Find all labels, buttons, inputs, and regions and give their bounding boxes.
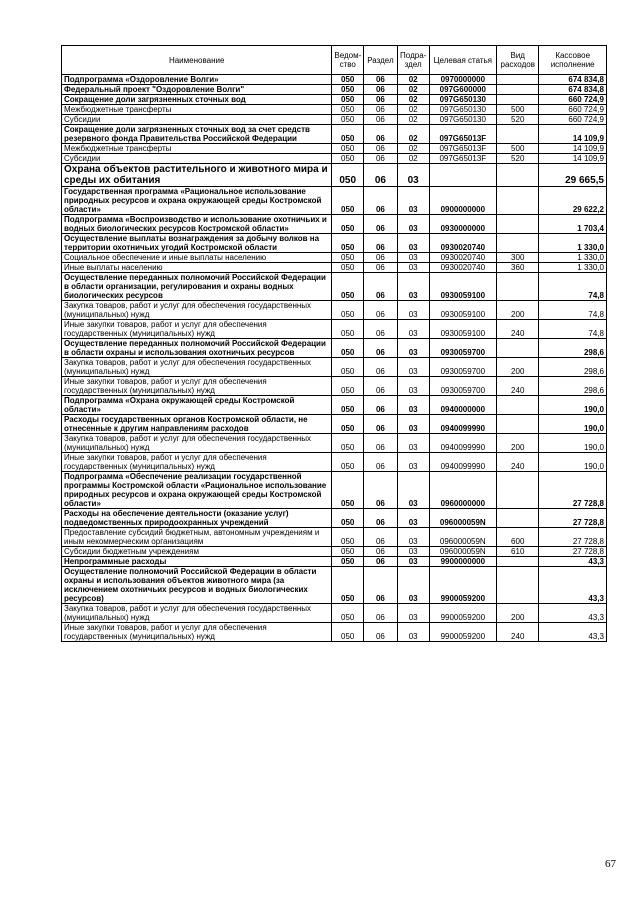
cell-podrazdel: 03 [397, 377, 429, 396]
table-row [62, 320, 607, 339]
page-number: 67 [605, 858, 616, 870]
cell-podrazdel: 02 [397, 125, 429, 144]
cell-razdel: 06 [364, 164, 398, 187]
table-row [62, 253, 607, 263]
cell-razdel: 06 [364, 105, 398, 115]
table-row [62, 557, 607, 567]
cell-razdel: 06 [364, 187, 398, 215]
cell-razdel: 06 [364, 234, 398, 253]
cell-name: Субсидии [62, 154, 332, 164]
cell-name: Закупка товаров, работ и услуг для обеспечения государственных (муниципальных) нужд [62, 434, 332, 453]
cell-article: 0930059100 [429, 320, 497, 339]
cell-razdel: 06 [364, 85, 398, 95]
cell-vid: 240 [497, 320, 539, 339]
cell-name: Предоставление субсидий бюджетным, автономным учреждениям и иным некоммерческим организациям [62, 528, 332, 547]
cell-podrazdel: 03 [397, 358, 429, 377]
cell-name: Межбюджетные трансферты [62, 144, 332, 154]
cell-razdel: 06 [364, 623, 398, 642]
cell-vid [497, 164, 539, 187]
cell-vid: 240 [497, 377, 539, 396]
cell-podrazdel: 03 [397, 472, 429, 509]
cell-ved: 050 [332, 567, 364, 604]
cell-amount: 27 728,8 [539, 547, 607, 557]
header-amount: Кассовое исполнение [539, 46, 607, 75]
cell-ved: 050 [332, 125, 364, 144]
cell-ved: 050 [332, 115, 364, 125]
cell-razdel: 06 [364, 472, 398, 509]
cell-ved: 050 [332, 187, 364, 215]
cell-ved: 050 [332, 623, 364, 642]
cell-vid [497, 509, 539, 528]
cell-razdel: 06 [364, 453, 398, 472]
table-row [62, 95, 607, 105]
table-body [62, 75, 607, 642]
cell-amount: 74,8 [539, 301, 607, 320]
cell-vid: 520 [497, 154, 539, 164]
table-row [62, 547, 607, 557]
header-article: Целевая статья [429, 46, 497, 75]
cell-name: Осуществление полномочий Российской Федерации в области охраны и использования объектов животного мира (за исключением охотничьих ресурсов и водных биологических ресурсов) [62, 567, 332, 604]
table-row [62, 187, 607, 215]
cell-name: Охрана объектов растительного и животного мира и среды их обитания [62, 164, 332, 187]
cell-amount: 27 728,8 [539, 509, 607, 528]
cell-vid [497, 95, 539, 105]
cell-podrazdel: 03 [397, 623, 429, 642]
cell-podrazdel: 03 [397, 339, 429, 358]
cell-ved: 050 [332, 95, 364, 105]
cell-podrazdel: 02 [397, 144, 429, 154]
cell-article: 0930059700 [429, 358, 497, 377]
cell-article: 0940099990 [429, 415, 497, 434]
cell-podrazdel: 03 [397, 320, 429, 339]
cell-article: 097G65013F [429, 125, 497, 144]
cell-name: Закупка товаров, работ и услуг для обеспечения государственных (муниципальных) нужд [62, 358, 332, 377]
table-row [62, 85, 607, 95]
cell-article: 9900059200 [429, 604, 497, 623]
cell-name: Иные выплаты населению [62, 263, 332, 273]
cell-podrazdel: 03 [397, 415, 429, 434]
cell-podrazdel: 03 [397, 567, 429, 604]
cell-article: 097G65013F [429, 144, 497, 154]
cell-ved: 050 [332, 320, 364, 339]
table-row [62, 215, 607, 234]
cell-amount: 190,0 [539, 396, 607, 415]
cell-name: Осуществление выплаты вознаграждения за добычу волков на территории охотничьих угодий Костромской области [62, 234, 332, 253]
cell-ved: 050 [332, 557, 364, 567]
cell-vid: 300 [497, 253, 539, 263]
cell-ved: 050 [332, 105, 364, 115]
cell-name: Расходы государственных органов Костромской области, не отнесенные к другим направлениям расходов [62, 415, 332, 434]
cell-name: Сокращение доли загрязненных сточных вод [62, 95, 332, 105]
cell-article: 0940099990 [429, 434, 497, 453]
cell-article: 097G650130 [429, 115, 497, 125]
cell-vid [497, 557, 539, 567]
cell-podrazdel: 03 [397, 253, 429, 263]
cell-razdel: 06 [364, 339, 398, 358]
cell-name: Подпрограмма «Охрана окружающей среды Костромской области» [62, 396, 332, 415]
cell-article: 0930059100 [429, 273, 497, 301]
cell-ved: 050 [332, 263, 364, 273]
table-row [62, 358, 607, 377]
cell-article: 0940000000 [429, 396, 497, 415]
cell-vid: 520 [497, 115, 539, 125]
cell-ved: 050 [332, 604, 364, 623]
table-row [62, 567, 607, 604]
cell-amount: 29 622,2 [539, 187, 607, 215]
table-row [62, 75, 607, 85]
cell-article: 096000059N [429, 509, 497, 528]
cell-podrazdel: 02 [397, 95, 429, 105]
cell-ved: 050 [332, 396, 364, 415]
table-row [62, 263, 607, 273]
cell-razdel: 06 [364, 263, 398, 273]
cell-article: 097G650130 [429, 105, 497, 115]
cell-name: Подпрограмма «Оздоровление Волги» [62, 75, 332, 85]
cell-razdel: 06 [364, 125, 398, 144]
cell-podrazdel: 03 [397, 547, 429, 557]
cell-podrazdel: 03 [397, 528, 429, 547]
cell-vid: 240 [497, 453, 539, 472]
cell-razdel: 06 [364, 377, 398, 396]
cell-name: Закупка товаров, работ и услуг для обеспечения государственных (муниципальных) нужд [62, 604, 332, 623]
cell-article: 0960000000 [429, 472, 497, 509]
table-row [62, 273, 607, 301]
cell-podrazdel: 02 [397, 105, 429, 115]
cell-amount: 1 703,4 [539, 215, 607, 234]
cell-vid [497, 273, 539, 301]
cell-podrazdel: 03 [397, 187, 429, 215]
cell-razdel: 06 [364, 320, 398, 339]
cell-ved: 050 [332, 253, 364, 263]
cell-vid [497, 567, 539, 604]
cell-amount: 1 330,0 [539, 234, 607, 253]
budget-table [61, 45, 607, 642]
cell-name: Межбюджетные трансферты [62, 105, 332, 115]
cell-podrazdel: 03 [397, 434, 429, 453]
cell-amount: 674 834,8 [539, 75, 607, 85]
table-row [62, 472, 607, 509]
cell-amount: 27 728,8 [539, 528, 607, 547]
cell-ved: 050 [332, 154, 364, 164]
cell-amount: 14 109,9 [539, 125, 607, 144]
cell-podrazdel: 03 [397, 396, 429, 415]
cell-name: Федеральный проект "Оздоровление Волги" [62, 85, 332, 95]
cell-vid [497, 415, 539, 434]
cell-ved: 050 [332, 301, 364, 320]
table-row [62, 115, 607, 125]
cell-vid: 200 [497, 358, 539, 377]
cell-razdel: 06 [364, 75, 398, 85]
cell-podrazdel: 03 [397, 557, 429, 567]
cell-name: Подпрограмма «Воспроизводство и использование охотничьих и водных биологических ресурсов Костромской области» [62, 215, 332, 234]
cell-amount: 74,8 [539, 320, 607, 339]
cell-article: 097G600000 [429, 85, 497, 95]
cell-ved: 050 [332, 144, 364, 154]
cell-amount: 298,6 [539, 339, 607, 358]
cell-amount: 14 109,9 [539, 144, 607, 154]
cell-name: Закупка товаров, работ и услуг для обеспечения государственных (муниципальных) нужд [62, 301, 332, 320]
cell-name: Субсидии бюджетным учреждениям [62, 547, 332, 557]
table-row [62, 377, 607, 396]
cell-vid: 360 [497, 263, 539, 273]
cell-article: 096000059N [429, 528, 497, 547]
cell-razdel: 06 [364, 547, 398, 557]
cell-name: Государственная программа «Рациональное использование природных ресурсов и охрана окружающей среды Костромской области» [62, 187, 332, 215]
cell-article: 9900059200 [429, 567, 497, 604]
cell-ved: 050 [332, 75, 364, 85]
table-header-row [62, 46, 607, 75]
cell-ved: 050 [332, 415, 364, 434]
cell-razdel: 06 [364, 301, 398, 320]
table-row [62, 105, 607, 115]
cell-podrazdel: 02 [397, 75, 429, 85]
cell-amount: 43,3 [539, 623, 607, 642]
cell-vid: 240 [497, 623, 539, 642]
cell-podrazdel: 03 [397, 164, 429, 187]
cell-ved: 050 [332, 273, 364, 301]
cell-amount: 190,0 [539, 415, 607, 434]
cell-podrazdel: 03 [397, 273, 429, 301]
table-row [62, 415, 607, 434]
cell-article: 9900059200 [429, 623, 497, 642]
cell-amount: 660 724,9 [539, 115, 607, 125]
cell-razdel: 06 [364, 154, 398, 164]
cell-name: Непрограммные расходы [62, 557, 332, 567]
cell-article [429, 164, 497, 187]
cell-vid [497, 234, 539, 253]
table-row [62, 339, 607, 358]
table-row [62, 164, 607, 187]
cell-podrazdel: 03 [397, 301, 429, 320]
cell-razdel: 06 [364, 567, 398, 604]
cell-ved: 050 [332, 358, 364, 377]
cell-vid: 200 [497, 604, 539, 623]
table-row [62, 154, 607, 164]
cell-vid [497, 85, 539, 95]
cell-podrazdel: 03 [397, 509, 429, 528]
cell-podrazdel: 03 [397, 604, 429, 623]
cell-name: Социальное обеспечение и иные выплаты населению [62, 253, 332, 263]
cell-amount: 1 330,0 [539, 253, 607, 263]
cell-ved: 050 [332, 528, 364, 547]
cell-article: 0930059700 [429, 339, 497, 358]
cell-name: Осуществление переданных полномочий Российской Федерации в области охраны и использования охотничьих ресурсов [62, 339, 332, 358]
cell-razdel: 06 [364, 273, 398, 301]
cell-razdel: 06 [364, 509, 398, 528]
cell-vid: 500 [497, 105, 539, 115]
cell-amount: 190,0 [539, 434, 607, 453]
cell-podrazdel: 03 [397, 234, 429, 253]
cell-name: Иные закупки товаров, работ и услуг для обеспечения государственных (муниципальных) нужд [62, 453, 332, 472]
cell-name: Субсидии [62, 115, 332, 125]
cell-vid [497, 339, 539, 358]
cell-amount: 43,3 [539, 604, 607, 623]
table-row [62, 125, 607, 144]
cell-amount: 27 728,8 [539, 472, 607, 509]
cell-ved: 050 [332, 547, 364, 557]
cell-razdel: 06 [364, 396, 398, 415]
cell-article: 096000059N [429, 547, 497, 557]
cell-ved: 050 [332, 85, 364, 95]
cell-razdel: 06 [364, 434, 398, 453]
table-row [62, 301, 607, 320]
cell-razdel: 06 [364, 557, 398, 567]
cell-article: 0900000000 [429, 187, 497, 215]
cell-amount: 74,8 [539, 273, 607, 301]
header-ved: Ведом-ство [332, 46, 364, 75]
cell-razdel: 06 [364, 253, 398, 263]
table-row [62, 528, 607, 547]
cell-vid: 610 [497, 547, 539, 557]
cell-ved: 050 [332, 434, 364, 453]
cell-amount: 43,3 [539, 557, 607, 567]
cell-ved: 050 [332, 509, 364, 528]
cell-name: Осуществление переданных полномочий Российской Федерации в области организации, регулирования и охраны водных биологических ресурсов [62, 273, 332, 301]
cell-article: 0970000000 [429, 75, 497, 85]
cell-amount: 190,0 [539, 453, 607, 472]
cell-podrazdel: 03 [397, 453, 429, 472]
cell-razdel: 06 [364, 604, 398, 623]
table-row [62, 604, 607, 623]
cell-amount: 1 330,0 [539, 263, 607, 273]
cell-amount: 298,6 [539, 358, 607, 377]
cell-ved: 050 [332, 164, 364, 187]
cell-ved: 050 [332, 215, 364, 234]
cell-vid [497, 396, 539, 415]
cell-ved: 050 [332, 377, 364, 396]
cell-podrazdel: 02 [397, 115, 429, 125]
cell-razdel: 06 [364, 415, 398, 434]
table-row [62, 396, 607, 415]
cell-ved: 050 [332, 453, 364, 472]
header-podrazdel: Подра-здел [397, 46, 429, 75]
cell-article: 0930020740 [429, 253, 497, 263]
cell-article: 0940099990 [429, 453, 497, 472]
cell-podrazdel: 03 [397, 263, 429, 273]
cell-vid [497, 125, 539, 144]
cell-amount: 43,3 [539, 567, 607, 604]
cell-vid: 600 [497, 528, 539, 547]
cell-ved: 050 [332, 234, 364, 253]
cell-name: Иные закупки товаров, работ и услуг для обеспечения государственных (муниципальных) нужд [62, 623, 332, 642]
cell-article: 0930059700 [429, 377, 497, 396]
cell-amount: 660 724,9 [539, 105, 607, 115]
cell-name: Сокращение доли загрязненных сточных вод за счет средств резервного фонда Правительства Российской Федерации [62, 125, 332, 144]
cell-podrazdel: 02 [397, 85, 429, 95]
cell-razdel: 06 [364, 115, 398, 125]
header-vid: Вид расходов [497, 46, 539, 75]
cell-razdel: 06 [364, 358, 398, 377]
table-row [62, 623, 607, 642]
cell-article: 0930020740 [429, 234, 497, 253]
cell-podrazdel: 02 [397, 154, 429, 164]
table-row [62, 144, 607, 154]
cell-razdel: 06 [364, 215, 398, 234]
cell-vid [497, 75, 539, 85]
header-name: Наименование [62, 46, 332, 75]
table-row [62, 434, 607, 453]
cell-razdel: 06 [364, 528, 398, 547]
cell-article: 0930000000 [429, 215, 497, 234]
cell-article: 9900000000 [429, 557, 497, 567]
cell-vid: 200 [497, 434, 539, 453]
cell-amount: 298,6 [539, 377, 607, 396]
cell-article: 097G65013F [429, 154, 497, 164]
cell-razdel: 06 [364, 144, 398, 154]
cell-amount: 14 109,9 [539, 154, 607, 164]
cell-ved: 050 [332, 472, 364, 509]
cell-article: 0930059100 [429, 301, 497, 320]
cell-vid: 500 [497, 144, 539, 154]
cell-amount: 660 724,9 [539, 95, 607, 105]
cell-vid [497, 187, 539, 215]
cell-article: 0930020740 [429, 263, 497, 273]
table-row [62, 234, 607, 253]
cell-vid [497, 215, 539, 234]
cell-name: Иные закупки товаров, работ и услуг для обеспечения государственных (муниципальных) нужд [62, 377, 332, 396]
table-row [62, 453, 607, 472]
cell-razdel: 06 [364, 95, 398, 105]
cell-article: 097G650130 [429, 95, 497, 105]
table-row [62, 509, 607, 528]
cell-vid [497, 472, 539, 509]
cell-vid: 200 [497, 301, 539, 320]
cell-amount: 29 665,5 [539, 164, 607, 187]
cell-name: Иные закупки товаров, работ и услуг для обеспечения государственных (муниципальных) нужд [62, 320, 332, 339]
cell-amount: 674 834,8 [539, 85, 607, 95]
cell-name: Расходы на обеспечение деятельности (оказание услуг) подведомственных природоохранных учреждений [62, 509, 332, 528]
header-razdel: Раздел [364, 46, 398, 75]
cell-ved: 050 [332, 339, 364, 358]
cell-podrazdel: 03 [397, 215, 429, 234]
cell-name: Подпрограмма «Обеспечение реализации государственной программы Костромской области «Рациональное использование природных ресурсов и охрана окружающей среды Костромской области» [62, 472, 332, 509]
